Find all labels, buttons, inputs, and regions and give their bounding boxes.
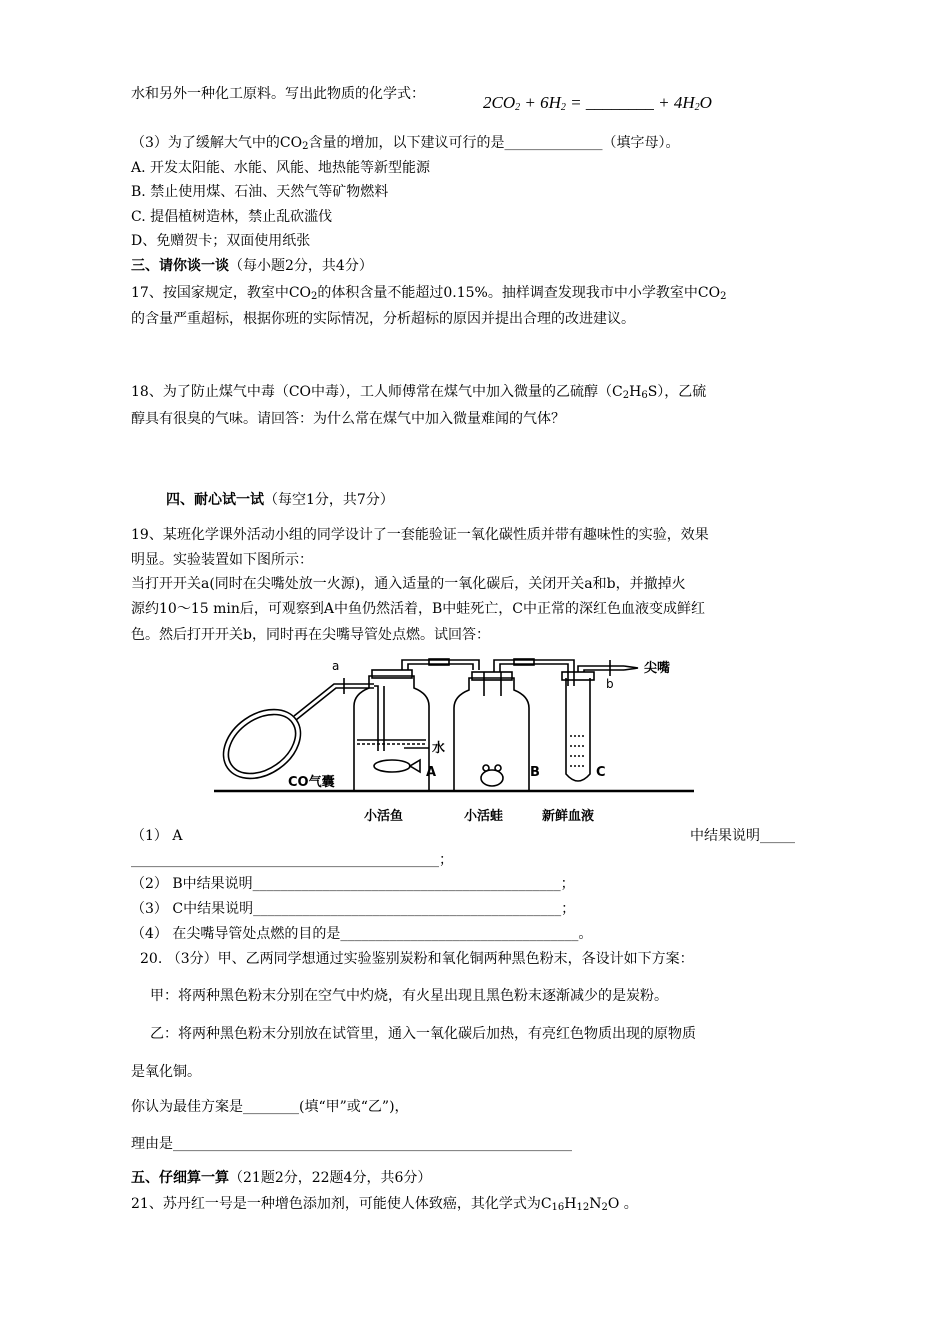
section-score: （每空1分，共7分）: [264, 492, 394, 508]
q16-part3: [131, 133, 679, 153]
section-title: 四、耐心试一试: [166, 492, 264, 508]
label-A: A: [426, 765, 437, 780]
label-b: b: [606, 677, 614, 691]
section4-heading: [166, 490, 394, 510]
section-title: 五、仔细算一算: [131, 1170, 229, 1186]
text: 的体积含量不能超过0.15%。抽样调查发现我市中小学教室中CO: [317, 285, 721, 301]
sub: 2: [302, 141, 309, 152]
q20-reason: 理由是_________________________________________________________: [131, 1136, 572, 1152]
eq-part: + 6H: [520, 93, 561, 112]
q21-line: [131, 1194, 638, 1214]
option-c: C. 提倡植树造林，禁止乱砍滥伐: [131, 209, 333, 225]
caption-fish: 小活鱼: [364, 809, 404, 824]
section-score: （每小题2分，共4分）: [229, 258, 373, 274]
option-a: A. 开发太阳能、水能、风能、地热能等新型能源: [131, 160, 431, 176]
frog-icon: [481, 770, 503, 786]
sub: 16: [551, 1202, 565, 1213]
sub: 2: [311, 291, 318, 302]
section5-heading: [131, 1168, 431, 1188]
label-a: a: [332, 659, 340, 673]
eq-sub: 2: [560, 102, 566, 113]
q20-plan-yi-cont: 是氧化铜。: [131, 1064, 201, 1080]
q19-answer1-cont: ____________________________________________；: [131, 852, 453, 868]
q20-line1: 20. （3分）甲、乙两同学想通过实验鉴别炭粉和氧化铜两种黑色粉末，各设计如下方案：: [140, 951, 694, 967]
q20-plan-jia: 甲：将两种黑色粉末分别在空气中灼烧，有火星出现且黑色粉末逐渐减少的是炭粉。: [150, 988, 668, 1004]
label-co-bag: CO气囊: [288, 775, 335, 790]
sub: 2: [720, 291, 727, 302]
q19-answer4: （4） 在尖嘴导管处点燃的目的是__________________________________。: [131, 926, 593, 942]
eq-part: 2CO: [483, 93, 516, 112]
fish-icon: [374, 760, 410, 772]
apparatus-diagram: [214, 656, 722, 828]
equation: [483, 93, 712, 113]
q19-answer2: （2） B中结果说明____________________________________________；: [131, 876, 575, 892]
q19-line4: 源约10～15 min后，可观察到A中鱼仍然活着，B中蛙死亡，C中正常的深红色血液变成鲜红: [131, 601, 705, 617]
section-score: （21题2分，22题4分，共6分）: [229, 1170, 432, 1186]
q19-answer3: （3） C中结果说明____________________________________________；: [131, 901, 576, 917]
text: N: [589, 1196, 602, 1212]
eq-part: = ________ + 4H: [565, 93, 695, 112]
sub: 12: [576, 1202, 590, 1213]
q19-line5: 色。然后打开开关b，同时再在尖嘴导管处点燃。试回答：: [131, 627, 490, 643]
text: 21、苏丹红一号是一种增色添加剂，可能使人体致癌，其化学式为C: [131, 1196, 552, 1212]
label-water: 水: [432, 741, 446, 756]
option-d: D、免赠贺卡；双面使用纸张: [131, 233, 311, 249]
label-tip: 尖嘴: [644, 661, 671, 676]
q20-plan-yi: 乙：将两种黑色粉末分别放在试管里，通入一氧化碳后加热，有亮红色物质出现的原物质: [150, 1026, 696, 1042]
q18-line1: [131, 382, 706, 402]
text: 18、为了防止煤气中毒（CO中毒），工人师傅常在煤气中加入微量的乙硫醇（C: [131, 384, 623, 400]
text: O 。: [607, 1196, 638, 1212]
q19-answer1-left: （1） A: [131, 828, 183, 844]
caption-blood: 新鲜血液: [542, 809, 595, 824]
q20-best: 你认为最佳方案是________(填“甲”或“乙”)，: [131, 1099, 409, 1115]
section3-heading: [131, 256, 373, 276]
q17-line1: [131, 283, 726, 303]
q19-line3: 当打开开关a(同时在尖嘴处放一火源)，通入适量的一氧化碳后，关闭开关a和b，并撤掉火: [131, 576, 686, 592]
eq-sub: 2: [515, 102, 521, 113]
text: S），乙硫: [647, 384, 707, 400]
eq-part: O: [699, 93, 712, 112]
text: （3）为了缓解大气中的CO: [131, 135, 303, 151]
sub: 2: [622, 390, 630, 401]
sub: 2: [601, 1202, 608, 1213]
eq-sub: 2: [694, 102, 700, 113]
q18-line2: 醇具有很臭的气味。请回答：为什么常在煤气中加入微量难闻的气体？: [131, 411, 565, 427]
q19-line1: 19、某班化学课外活动小组的同学设计了一套能验证一氧化碳性质并带有趣味性的实验，效果: [131, 527, 709, 543]
text: H: [564, 1196, 577, 1212]
sub: 6: [641, 390, 648, 401]
bottle-b: [454, 678, 529, 791]
q17-line2: 的含量严重超标，根据你班的实际情况，分析超标的原因并提出合理的改进建议。: [131, 311, 635, 327]
q16-line1: 水和另外一种化工原料。写出此物质的化学式：: [131, 86, 425, 102]
caption-frog: 小活蛙: [464, 809, 504, 824]
q19-line2: 明显。实验装置如下图所示：: [131, 552, 313, 568]
text: 17、按国家规定，教室中CO: [131, 285, 312, 301]
section-title: 三、请你谈一谈: [131, 258, 229, 274]
label-C: C: [596, 765, 606, 780]
text: 含量的增加，以下建议可行的是______________（填字母）。: [308, 135, 680, 151]
bottle-a: [354, 676, 429, 791]
label-B: B: [530, 765, 540, 780]
q19-answer1-right: 中结果说明_____: [690, 828, 795, 844]
option-b: B. 禁止使用煤、石油、天然气等矿物燃料: [131, 184, 389, 200]
text: H: [629, 384, 642, 400]
